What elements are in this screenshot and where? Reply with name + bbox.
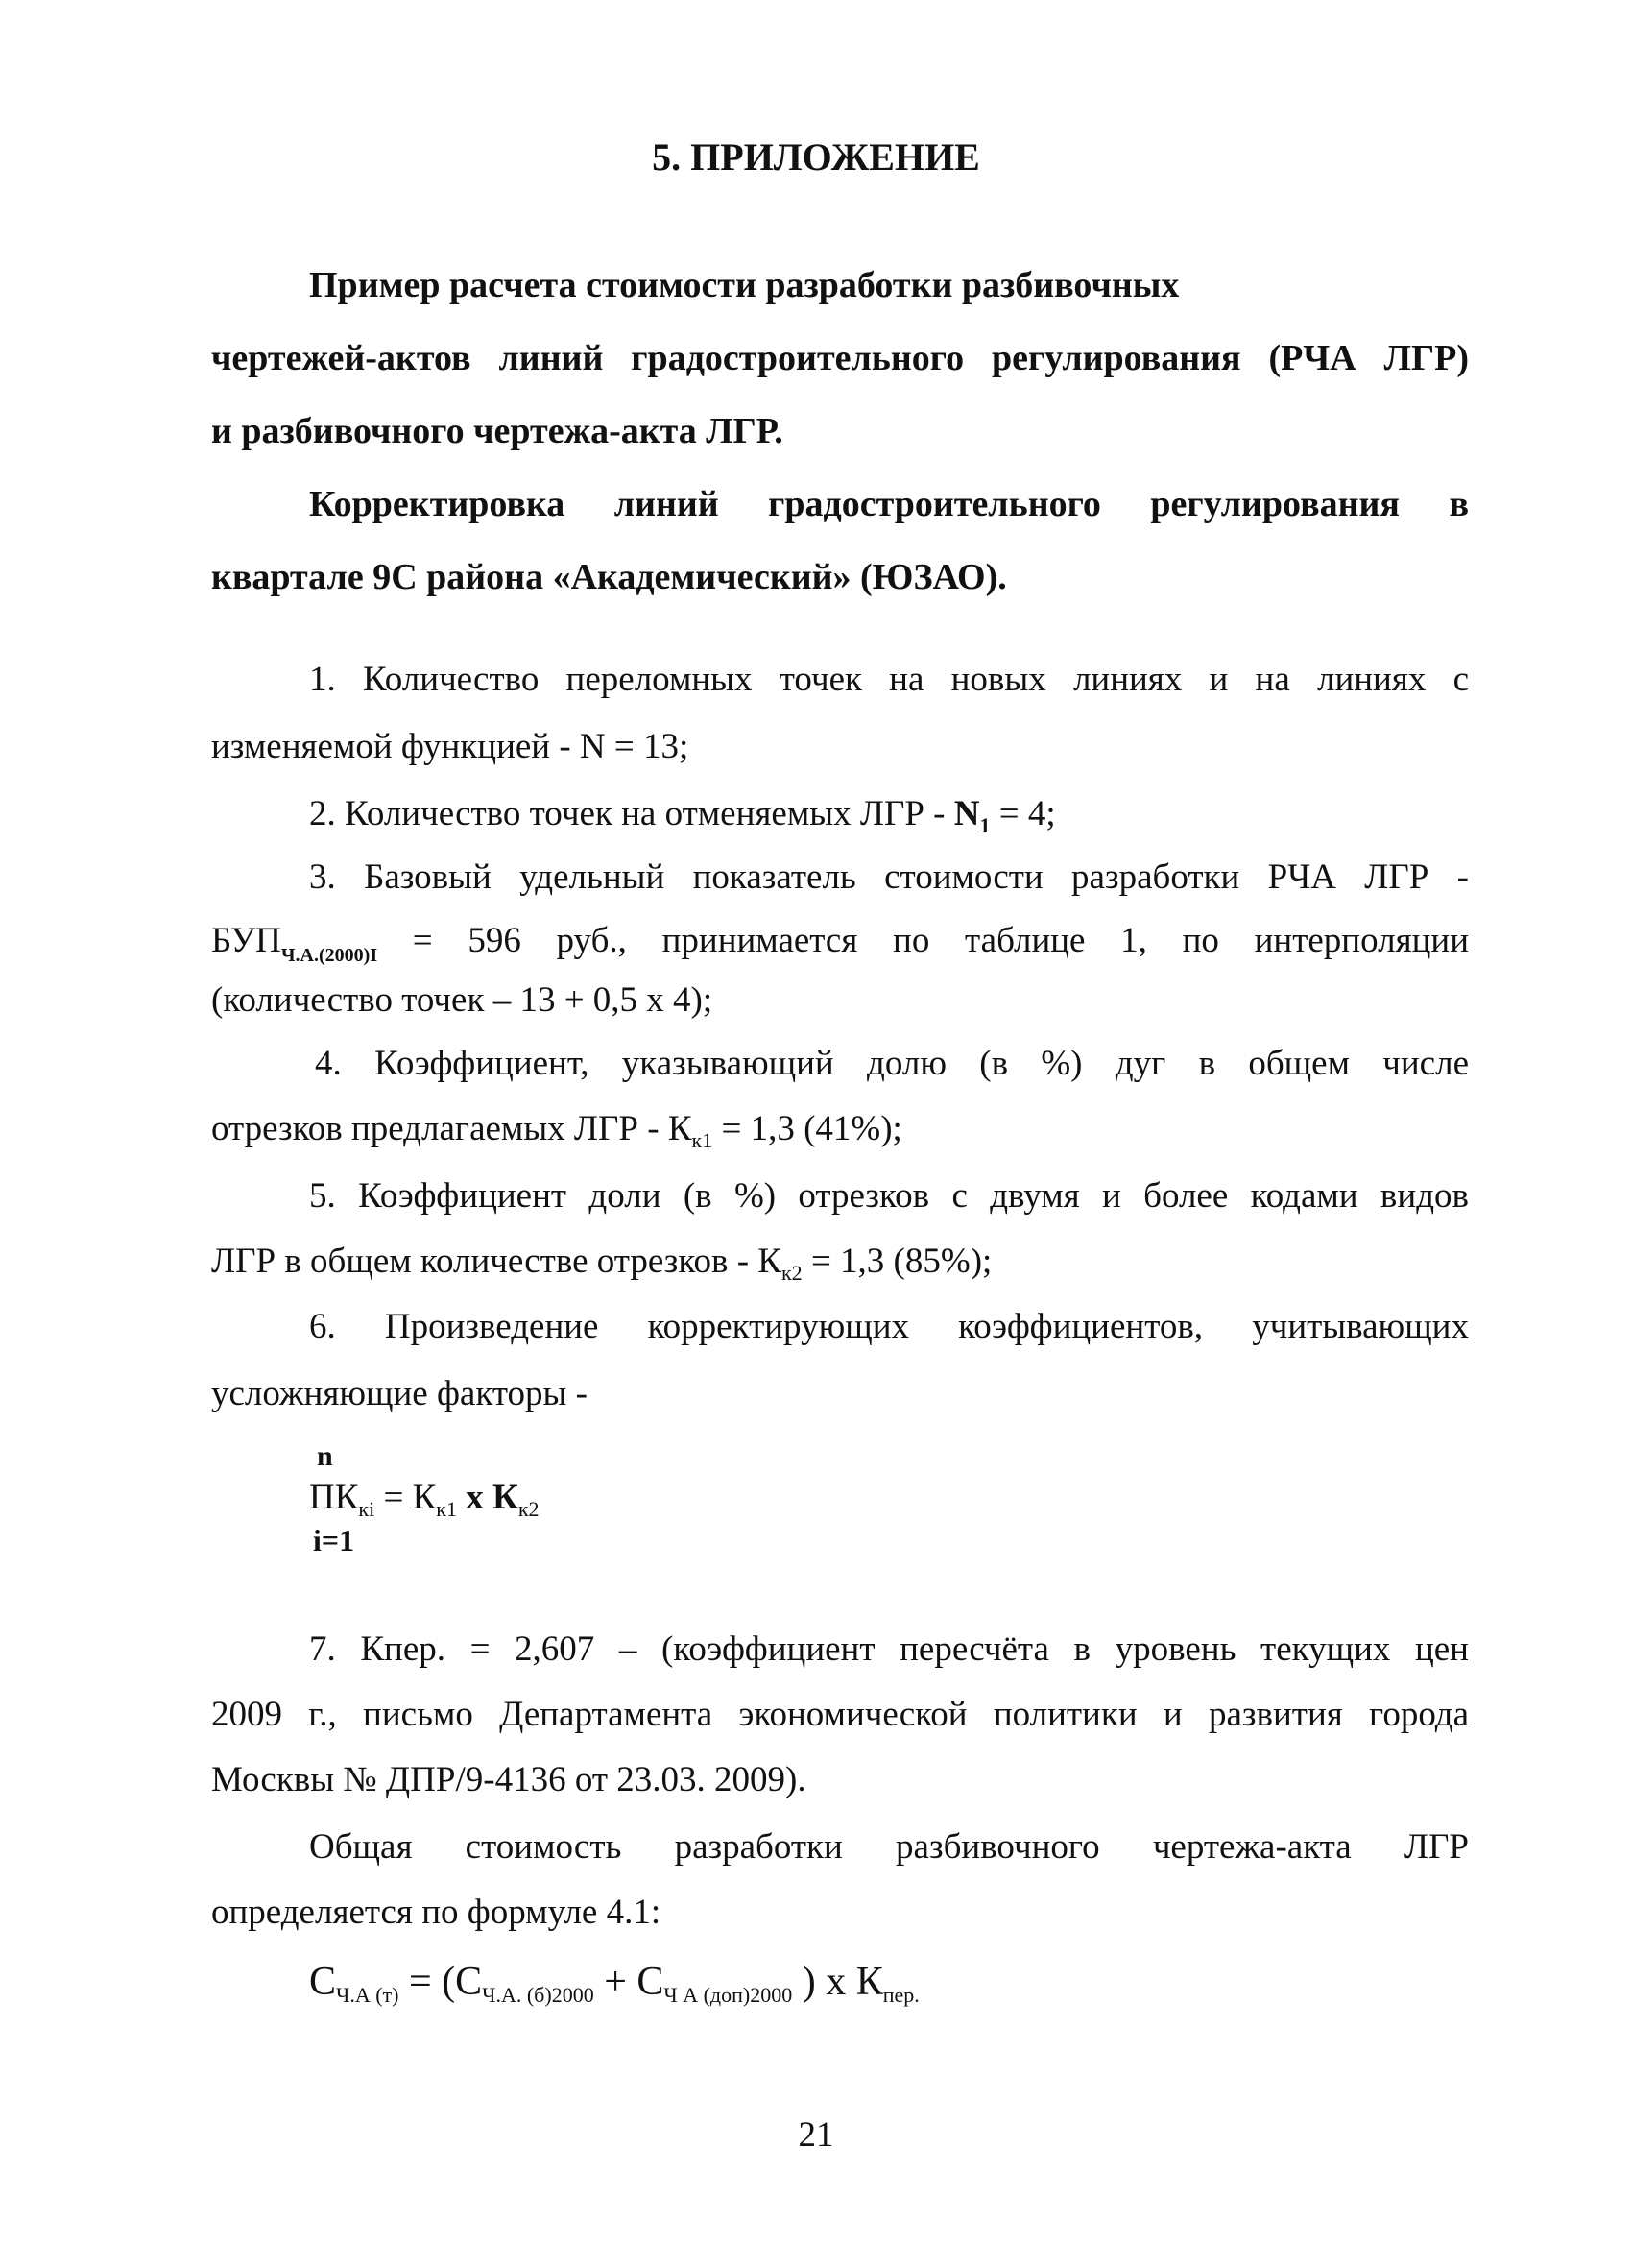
- item-6-line-1: 6. Произведение корректирующих коэффициентов, учитывающих: [309, 1307, 1469, 1346]
- item-4-text: отрезков предлагаемых ЛГР - К: [211, 1109, 692, 1148]
- item-4-line-1: 4. Коэффициент, указывающий долю (в %) дуг в общем числе: [315, 1044, 1469, 1083]
- formula-c1: С: [309, 1960, 337, 2004]
- total-line-1: Общая стоимость разработки разбивочного чертежа-акта ЛГР: [309, 1827, 1469, 1867]
- page-number: 21: [798, 2115, 834, 2155]
- subtitle-line-3: и разбивочного чертежа-акта ЛГР.: [211, 411, 783, 451]
- product-pk-sub: кi: [358, 1497, 375, 1521]
- item-7-line-1: 7. Кпер. = 2,607 – (коэффициент пересчёта в уровень текущих цен: [309, 1629, 1469, 1669]
- item-3-bup-sub: Ч.А.(2000)I: [280, 945, 378, 966]
- item-5-line-1: 5. Коэффициент доли (в %) отрезков с двумя и более кодами видов: [309, 1176, 1469, 1216]
- item-2-value: = 4;: [990, 794, 1056, 833]
- page-title: 5. ПРИЛОЖЕНИЕ: [652, 135, 980, 179]
- item-5-line-2: [211, 1241, 992, 1286]
- item-3-line-2-text: = 596 руб., принимается по таблице 1, по интерполяции: [377, 921, 1469, 960]
- subtitle2-line-2: квартале 9С района «Академический» (ЮЗАО).: [211, 557, 1007, 597]
- formula-eq: = (С: [398, 1960, 483, 2004]
- product-upper-limit: n: [317, 1440, 333, 1472]
- formula-k-sub: пер.: [882, 1983, 920, 2007]
- product-eq: = К: [374, 1478, 437, 1517]
- product-k1-sub: к1: [436, 1497, 457, 1521]
- item-4-line-2: [211, 1108, 902, 1153]
- formula-c1-sub: Ч.А (т): [336, 1983, 399, 2007]
- total-line-2: определяется по формуле 4.1:: [211, 1893, 661, 1932]
- item-5-value: = 1,3 (85%);: [802, 1242, 993, 1281]
- item-7-line-3: Москвы № ДПР/9-4136 от 23.03. 2009).: [211, 1760, 806, 1799]
- product-k2-sub: к2: [517, 1497, 540, 1521]
- formula-close: ) х К: [792, 1960, 883, 2004]
- item-3-line-2: [211, 920, 1469, 967]
- item-7-line-2: 2009 г., письмо Департамента экономической политики и развития города: [211, 1695, 1469, 1734]
- product-lower-limit: i=1: [313, 1523, 355, 1557]
- item-3-line-3: (количество точек – 13 + 0,5 х 4);: [211, 980, 713, 1020]
- subtitle-line-2: чертежей-актов линий градостроительного регулирования (РЧА ЛГР): [211, 338, 1469, 378]
- item-3-bup: БУП: [211, 921, 281, 960]
- formula-4-1: [309, 1959, 920, 2008]
- item-2: [309, 793, 1056, 838]
- product-times: х К: [456, 1478, 518, 1517]
- item-1-line-2: изменяемой функцией - N = 13;: [211, 727, 689, 766]
- item-2-sub: 1: [979, 813, 991, 837]
- subtitle2-line-1: Корректировка линий градостроительного регулирования в: [309, 484, 1469, 524]
- item-1-line-1: 1. Количество переломных точек на новых линиях и на линиях с: [309, 660, 1469, 699]
- item-4-sub: к1: [691, 1128, 713, 1152]
- item-2-text: 2. Количество точек на отменяемых ЛГР -: [309, 794, 954, 833]
- subtitle-line-1: Пример расчета стоимости разработки разбивочных: [309, 265, 1180, 305]
- formula-c2-sub: Ч.А. (б)2000: [482, 1983, 594, 2007]
- formula-c3-sub: Ч А (доп)2000: [663, 1983, 793, 2007]
- item-6-line-2: усложняющие факторы -: [211, 1374, 588, 1413]
- product-formula: [309, 1477, 540, 1522]
- product-pk: ПК: [309, 1478, 359, 1517]
- item-5-text: ЛГР в общем количестве отрезков - К: [211, 1242, 781, 1281]
- formula-plus: + С: [593, 1960, 664, 2004]
- item-4-value: = 1,3 (41%);: [712, 1109, 902, 1148]
- item-5-sub: к2: [780, 1261, 803, 1285]
- item-2-n: N: [953, 794, 980, 833]
- item-3-line-1: 3. Базовый удельный показатель стоимости разработки РЧА ЛГР -: [309, 857, 1469, 897]
